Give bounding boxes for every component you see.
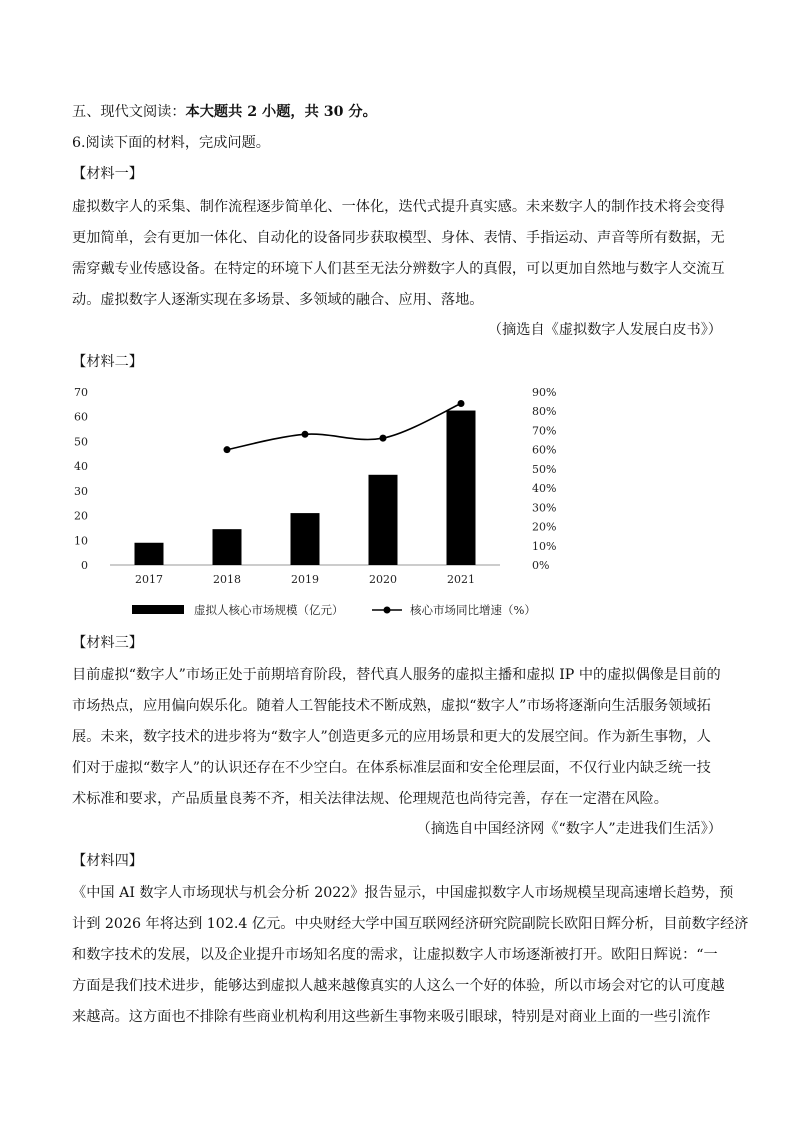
section-heading-bold: 本大题共 2 小题，共 30 分。 (185, 104, 377, 120)
bar (291, 513, 320, 565)
y-right-tick-label: 0% (532, 559, 550, 572)
market-chart (60, 378, 560, 626)
material3-label: 【材料三】 (72, 635, 143, 651)
material3-source: （摘选自中国经济网《“数字人”走进我们生活》） (416, 821, 722, 837)
growth-point (380, 435, 387, 442)
x-tick-label: 2021 (447, 573, 475, 586)
material4-line: 《中国 AI 数字人市场现状与机会分析 2022》报告显示，中国虚拟数字人市场规模呈现高速增长趋势，预 (72, 885, 734, 901)
x-tick-label: 2020 (369, 573, 397, 586)
material1-line: 更加简单，会有更加一体化、自动化的设备同步获取模型、身体、表情、手指运动、声音等所有数据，无 (72, 230, 725, 246)
material4-label: 【材料四】 (72, 853, 143, 869)
x-tick-label: 2018 (213, 573, 241, 586)
material3-line: 术标准和要求，产品质量良莠不齐，相关法律法规、伦理规范也尚待完善，存在一定潜在风险。 (72, 791, 668, 807)
material3-line: 展。未来，数字技术的进步将为“数字人”创造更多元的应用场景和更大的发展空间。作为新生事物，人 (72, 729, 711, 745)
y-right-tick-label: 90% (532, 386, 557, 399)
material3-body (72, 660, 722, 815)
y-right-tick-label: 80% (532, 405, 557, 419)
y-left-tick-label: 10 (74, 534, 88, 548)
y-left-tick-label: 50 (74, 435, 88, 449)
growth-line (227, 404, 461, 450)
x-tick-label: 2017 (135, 573, 163, 586)
y-right-tick-label: 40% (532, 482, 557, 496)
y-left-tick-label: 60 (74, 410, 88, 424)
y-right-tick-label: 10% (532, 539, 557, 553)
section-heading (72, 102, 722, 122)
material4-line: 计到 2026 年将达到 102.4 亿元。中央财经大学中国互联网经济研究院副院长欧阳日辉分析，目前数字经济 (72, 916, 749, 932)
material1-line: 动。虚拟数字人逐渐实现在多场景、多领域的融合、应用、落地。 (72, 292, 484, 308)
material4-line: 来越高。这方面也不排除有些商业机构利用这些新生事物来吸引眼球，特别是对商业上面的一些引流作 (72, 1009, 711, 1025)
section-heading-prefix: 五、现代文阅读： (72, 104, 186, 120)
material1-line: 虚拟数字人的采集、制作流程逐步简单化、一体化，迭代式提升真实感。未来数字人的制作技术将会变得 (72, 199, 725, 215)
y-right-tick-label: 30% (532, 501, 557, 515)
y-right-tick-label: 50% (532, 462, 557, 476)
bar (213, 529, 242, 565)
growth-point (302, 431, 309, 438)
legend-line-label: 核心市场同比增速（%） (410, 603, 536, 617)
bar (447, 411, 476, 565)
material3-line: 市场热点，应用偏向娱乐化。随着人工智能技术不断成熟，虚拟“数字人”市场将逐渐向生活服务领域拓 (72, 698, 711, 714)
y-left-tick-label: 30 (74, 484, 88, 498)
y-left-tick-label: 70 (74, 386, 88, 399)
bar (135, 543, 164, 565)
x-tick-label: 2019 (291, 573, 319, 586)
bar (369, 475, 398, 565)
material3-line: 目前虚拟“数字人”市场正处于前期培育阶段，替代真人服务的虚拟主播和虚拟 IP 中的虚拟偶像是目前的 (72, 667, 721, 683)
y-right-tick-label: 70% (532, 424, 557, 438)
material1-body (72, 192, 725, 316)
material2-label: 【材料二】 (72, 354, 143, 370)
y-left-tick-label: 0 (81, 559, 88, 572)
material4-body (72, 878, 749, 1033)
y-left-tick-label: 40 (74, 460, 88, 474)
material4-line: 方面是我们技术进步，能够达到虚拟人越来越像真实的人这么一个好的体验，所以市场会对它的认可度越 (72, 978, 725, 994)
y-right-tick-label: 60% (532, 443, 557, 457)
growth-point (458, 400, 465, 407)
question-prompt: 6.阅读下面的材料，完成问题。 (72, 135, 270, 151)
legend-bar-label: 虚拟人核心市场规模（亿元） (194, 603, 344, 617)
y-left-tick-label: 20 (74, 509, 88, 523)
material4-line: 和数字技术的发展，以及企业提升市场知名度的需求，让虚拟数字人市场逐渐被打开。欧阳日辉说：“一 (72, 947, 718, 963)
material1-label: 【材料一】 (72, 166, 143, 182)
y-right-tick-label: 20% (532, 520, 557, 534)
legend-line-marker (384, 607, 391, 614)
growth-point (224, 446, 231, 453)
material3-line: 们对于虚拟“数字人”的认识还存在不少空白。在体系标准层面和安全伦理层面，不仅行业内缺乏统一技 (72, 760, 711, 776)
material1-source: （摘选自《虚拟数字人发展白皮书》） (487, 322, 722, 338)
legend-bar-swatch (132, 605, 184, 614)
material1-line: 需穿戴专业传感设备。在特定的环境下人们甚至无法分辨数字人的真假，可以更加自然地与数字人交流互 (72, 261, 725, 277)
